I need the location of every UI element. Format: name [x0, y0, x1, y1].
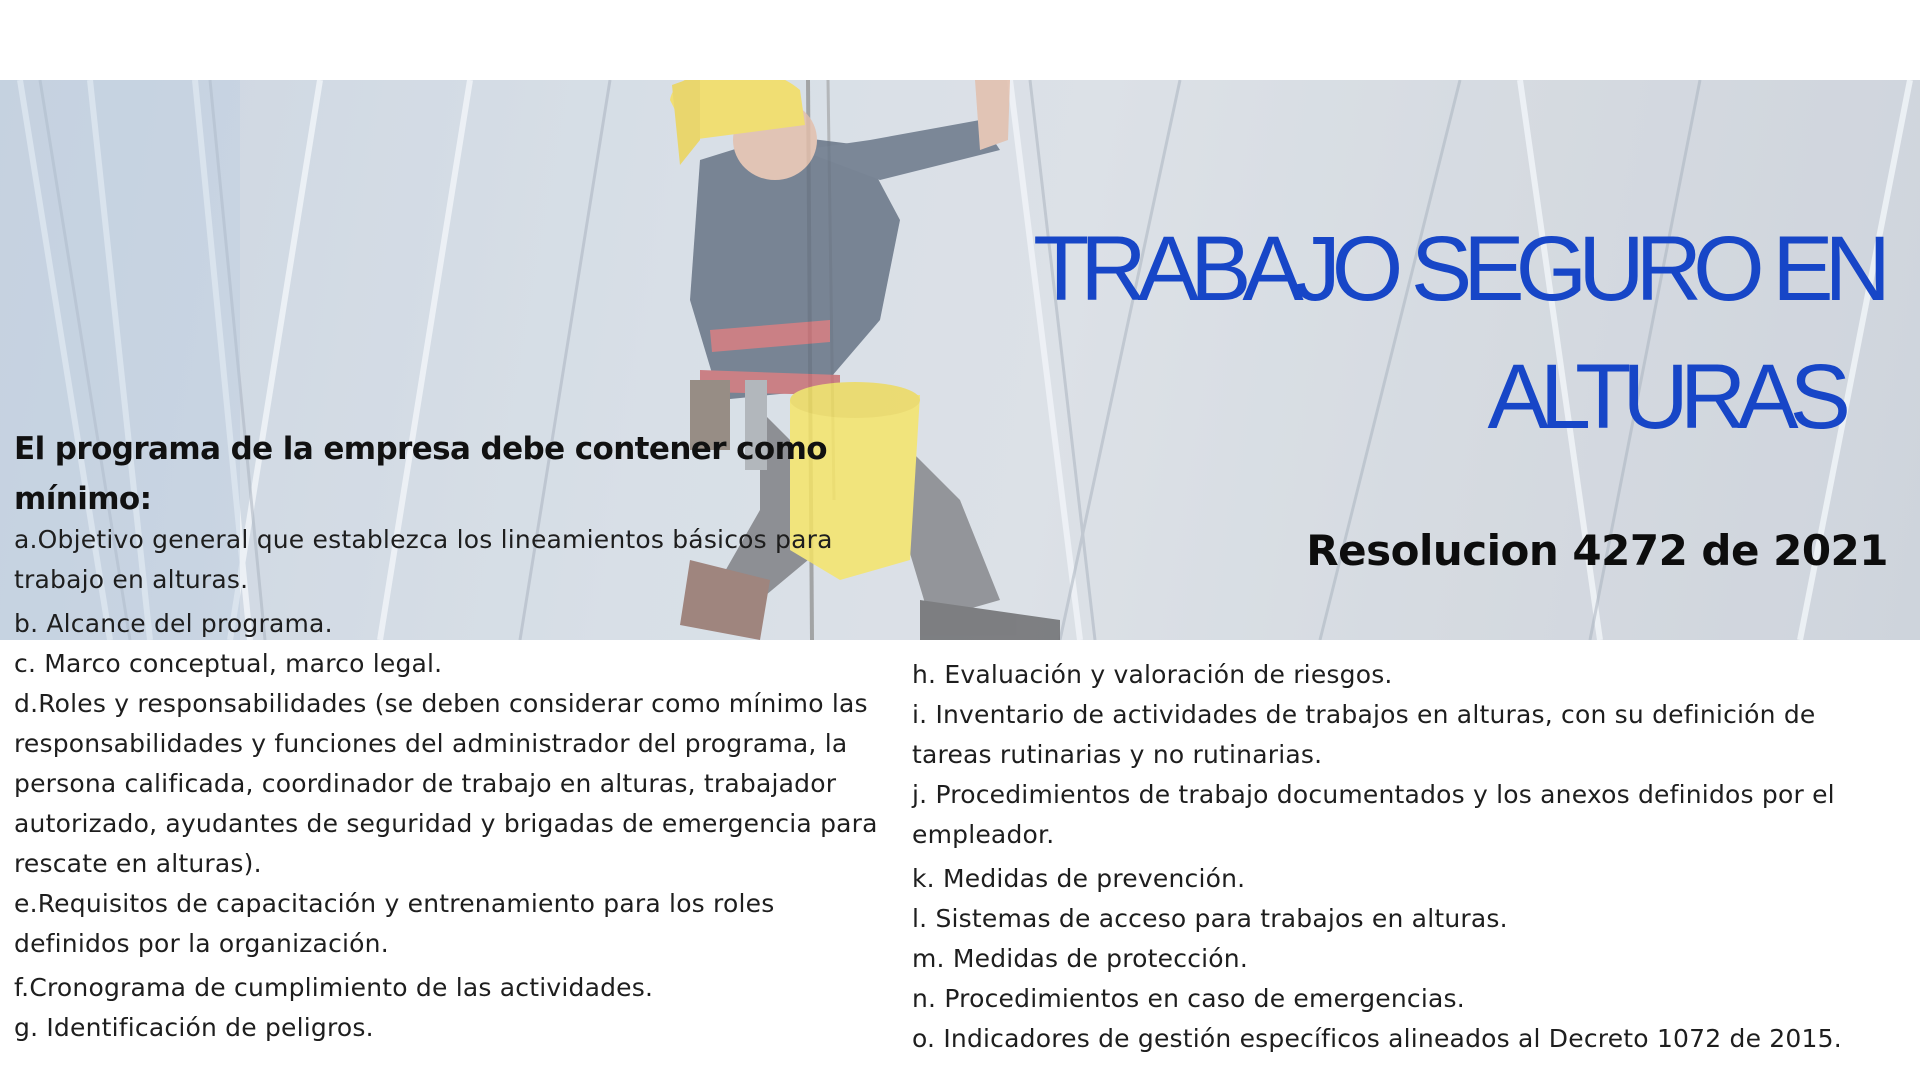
list-item: o. Indicadores de gestión específicos alineados al Decreto 1072 de 2015. [912, 1024, 1842, 1053]
list-item: j. Procedimientos de trabajo documentados y los anexos definidos por el empleador. [912, 780, 1835, 849]
title-line-1: TRABAJO SEGURO EN [1033, 218, 1882, 320]
list-item: b. Alcance del programa. [14, 609, 333, 638]
slide-title [1022, 205, 1882, 461]
title-line-2: ALTURAS [1487, 346, 1842, 448]
list-item: n. Procedimientos en caso de emergencias. [912, 984, 1465, 1013]
requirements-list-right [912, 655, 1902, 1059]
list-item: e.Requisitos de capacitación y entrenamiento para los roles definidos por la organización. [14, 889, 775, 958]
resolution-subtitle: Resolucion 4272 de 2021 [1306, 526, 1888, 575]
requirements-list-left [14, 520, 884, 1048]
list-item: c. Marco conceptual, marco legal. [14, 649, 443, 678]
list-item: l. Sistemas de acceso para trabajos en alturas. [912, 904, 1508, 933]
intro-heading: El programa de la empresa debe contener como mínimo: [14, 431, 827, 517]
list-item: f.Cronograma de cumplimiento de las actividades. [14, 973, 654, 1002]
list-item: a.Objetivo general que establezca los lineamientos básicos para trabajo en alturas. [14, 525, 833, 594]
list-item: k. Medidas de prevención. [912, 864, 1246, 893]
list-item: g. Identificación de peligros. [14, 1013, 374, 1042]
list-item: d.Roles y responsabilidades (se deben considerar como mínimo las responsabilidades y funciones del administrador del programa, la persona calificada, coordinador de trabajo en alturas, trabajador autorizado, ayudantes de seguridad y brigadas de emergencia para rescate en alturas). [14, 689, 878, 878]
list-item: i. Inventario de actividades de trabajos en alturas, con su definición de tareas rutinarias y no rutinarias. [912, 700, 1816, 769]
list-item: h. Evaluación y valoración de riesgos. [912, 660, 1393, 689]
list-item: m. Medidas de protección. [912, 944, 1248, 973]
